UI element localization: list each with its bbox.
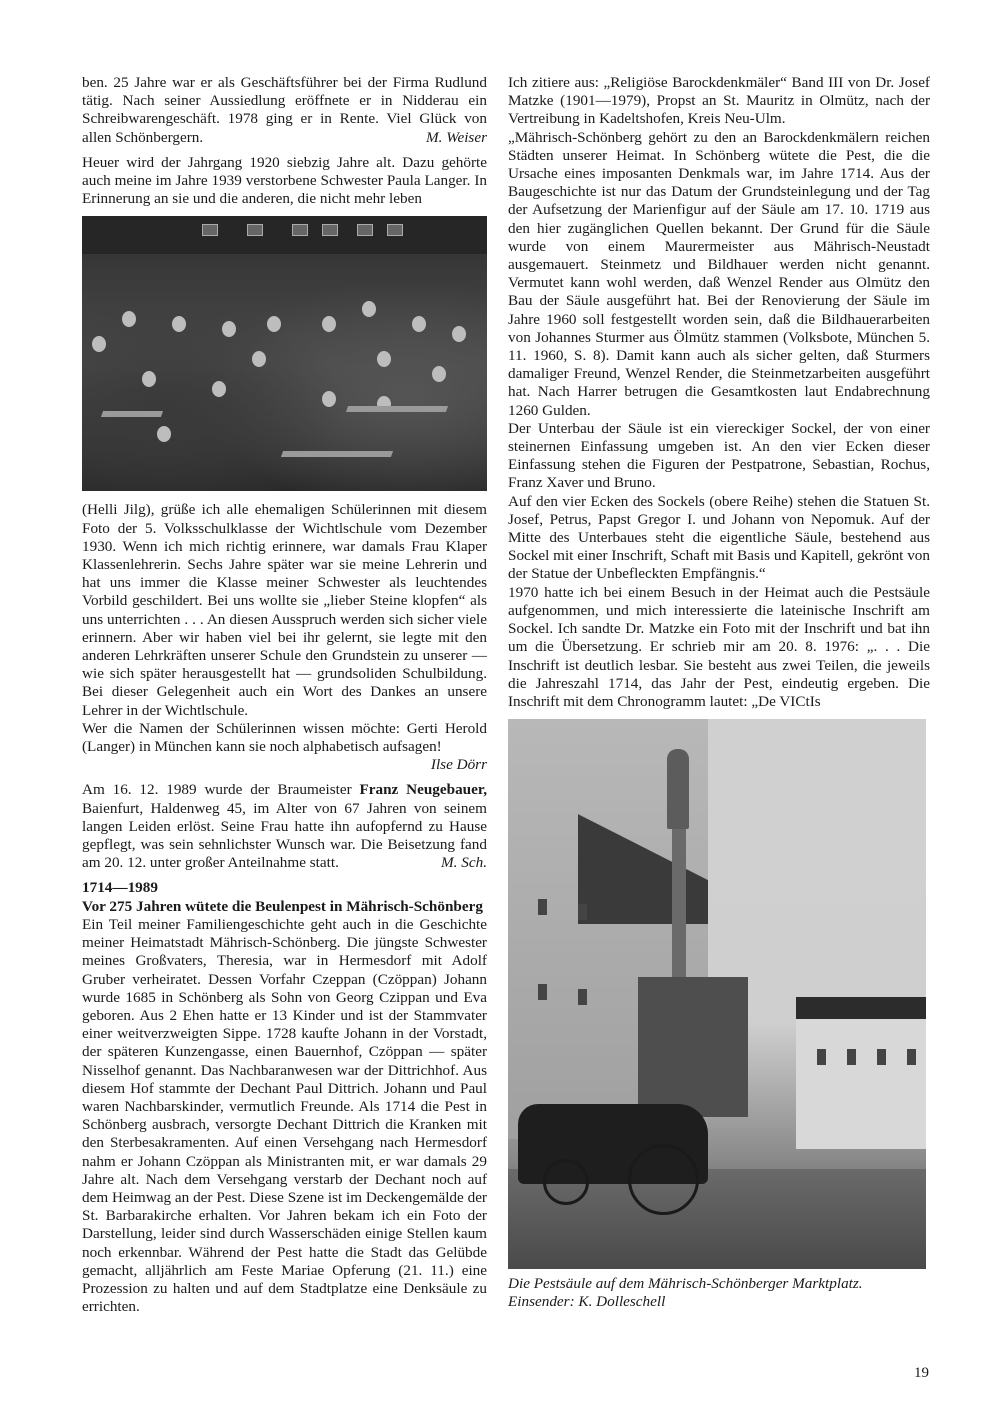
carriage-wheel bbox=[628, 1144, 699, 1215]
wall-picture bbox=[292, 224, 308, 236]
market-house bbox=[796, 1019, 926, 1149]
window bbox=[907, 1049, 916, 1065]
wall-picture bbox=[247, 224, 263, 236]
pupil bbox=[267, 316, 281, 332]
window bbox=[817, 1049, 826, 1065]
window bbox=[877, 1049, 886, 1065]
marian-statue bbox=[667, 749, 689, 829]
plague-column-photo bbox=[508, 719, 926, 1269]
article-heading-years: 1714—1989 bbox=[82, 879, 158, 897]
desk bbox=[101, 411, 163, 417]
wall-picture bbox=[357, 224, 373, 236]
statues-paragraph: Auf den vier Ecken des Sockels (obere Reihe) stehen die Statuen St. Josef, Petrus, Papst Gregor I. und Johann von Nepomuk. Auf der Mitte des Unterbaues steht die eigentliche Säule, bestehend aus Sockel mit einer Inschrift, Schaft mit Basis und Kapitell, gekrönt von der Statue der Unbefleckten Empfängnis.“ bbox=[508, 492, 930, 583]
pupil bbox=[122, 311, 136, 327]
class-photo bbox=[82, 216, 487, 491]
left-column bbox=[82, 74, 487, 1316]
class-paragraph-1: (Helli Jilg), grüße ich alle ehemaligen Schülerinnen mit diesem Foto der 5. Volksschulklasse der Wichtlschule vom Dezember 1930. Wenn ich mich richtig erinnere, war damals Frau Klaper Klassenlehrerin. Sechs Jahre später war sie meine Lehrerin und hat uns immer die Klasse meiner Schwester als leuchtendes Vorbild geschildert. Bei uns wollte sie „lieber Steine klopfen“ als uns unterrichten . . . An diesen Ausspruch werden sich sicher viele erinnern. Aber wir haben viel bei ihr gelernt, sie legte mit den anderen Lehrkräften unserer Schule den Grundstein zu unserer — wie sich später herausgestellt hat — grundsoliden Schulbildung. Bei dieser Gelegenheit auch ein Wort des Dankes an unsere Lehrer in der Wichtlschule. bbox=[82, 501, 487, 719]
quote-paragraph: „Mährisch-Schönberg gehört zu den an Barockdenkmälern reichen Städten unserer Heimat. In Schönberg wütete die Pest, die die Ursache eines imposanten Denkmals war, im Jahre 1714. Aus der Baugeschichte ist nur das Datum der Grundsteinlegung und der Tag der Aufsetzung der Marienfigur auf der Säule am 17. 10. 1719 aus den hier zugänglichen Quellen bekannt. Der Grund für die Säule wurde von einem Maurermeister aus Mährisch-Neustadt ausgemauert. Steinmetz und Bildhauer werden nicht genannt. Vermutet kann wohl werden, daß Wenzel Render aus Olmütz den Bau der Säule ausgeführt hat. Bei der Renovierung der Säule im Jahre 1960 soll festgestellt worden sein, daß die Bildhauerarbeiten von Johannes Sturmer aus Ölmütz stammen (Volksbote, München 5. 11. 1960, S. 8). Damit kann auch als sicher gelten, daß Sturmers damaliger Freund, Wenzel Render, die Steinmetzarbeiten ausgeführt hat. Nach Harrer betrugen die Gesamtkosten laut Endabrechnung 1260 Gulden. bbox=[508, 128, 930, 419]
article-heading-title: Vor 275 Jahren wütete die Beulenpest in Mährisch-Schönberg bbox=[82, 897, 483, 915]
photo-wall-band bbox=[82, 216, 487, 254]
pupil bbox=[157, 426, 171, 442]
right-column bbox=[508, 74, 930, 1312]
intro-paragraph: ben. 25 Jahre war er als Geschäftsführer bei der Firma Rudlund tätig. Nach seiner Aussiedlung eröffnete er in Nidderau ein Schreibwarengeschäft. 1978 ging er in Rente. Viel Glück von allen Schönbergern. M. Weiser bbox=[82, 74, 487, 146]
article-paragraph: Ein Teil meiner Familiengeschichte geht auch in die Geschichte meiner Heimatstadt Mährisch-Schönberg. Die jüngste Schwester meines Großvaters, Theresia, war in Hermesdorf mit Adolf Gruber verheiratet. Dessen Vorfahr Czeppan (Czöppan) Johann wurde 1685 in Schönberg als Sohn von Georg Czippan und Eva geboren. Aus 2 Ehen hatte er 13 Kinder und ist der Stammvater einer weitverzweigten Sippe. 1728 kaufte Johann in der Vorstadt, der späteren Kunzengasse, einen Bauernhof, Czöppan — später Nisselhof genannt. Das Nachbaranwesen war der Dittrichhof. Aus diesem Hof stammte der Dechant Paul Dittrich. Johann und Paul waren Nachbarskinder, vermutlich Freunde. Als 1714 die Pest in Schönberg ausbrach, versorgte Dechant Dittrich die Kranken mit den Sterbesakramenten. Auf einen Versehgang nach Hermesdorf nahm er Johann Czöppan als Ministranten mit, er war damals 29 Jahre alt. Nach dem Versehgang verstarb der Dechant noch auf dem Heimwag an der Pest. Diese Szene ist im Deckengemälde der St. Barbarakirche erhalten. Vor Jahren bekam ich ein Foto der Darstellung, leider sind durch Wasserschäden einige Stellen kaum noch erkennbar. Während der Pest hatte die Stadt das Gelübde gemacht, alljährlich am Feste Mariae Opferung (21. 11.) eine Prozession zu halten und auf dem Stadtplatze eine Denksäule zu errichten. bbox=[82, 915, 487, 1316]
photo-caption: Die Pestsäule auf dem Mährisch-Schönberger Marktplatz. Einsender: K. Dolleschell bbox=[508, 1275, 863, 1311]
pupil bbox=[222, 321, 236, 337]
class-signature: Ilse Dörr bbox=[430, 756, 487, 774]
pupil bbox=[322, 391, 336, 407]
desk bbox=[346, 406, 448, 412]
intro-signature: M. Weiser bbox=[425, 128, 487, 146]
wall-picture bbox=[387, 224, 403, 236]
pupil bbox=[412, 316, 426, 332]
deceased-name: Franz Neugebauer, bbox=[359, 781, 487, 799]
pupil bbox=[362, 301, 376, 317]
pupil bbox=[92, 336, 106, 352]
column-pedestal bbox=[638, 977, 748, 1117]
window bbox=[578, 904, 587, 920]
plague-column bbox=[672, 829, 686, 979]
window bbox=[538, 984, 547, 1000]
wall-picture bbox=[202, 224, 218, 236]
class-paragraph-2: Wer die Namen der Schülerinnen wissen möchte: Gerti Herold (Langer) in München kann sie noch alphabetisch aufsagen! bbox=[82, 719, 487, 756]
jahrgang-paragraph: Heuer wird der Jahrgang 1920 siebzig Jahre alt. Dazu gehörte auch meine im Jahre 1939 verstorbene Schwester Paula Langer. In Erinnerung an sie und die anderen, die nicht mehr leben bbox=[82, 153, 487, 208]
pupil bbox=[377, 351, 391, 367]
inscription-paragraph: 1970 hatte ich bei einem Besuch in der Heimat auch die Pestsäule aufgenommen, und mich interessierte die lateinische Inschrift am Sockel. Ich sandte Dr. Matzke ein Foto mit der Inschrift und bat ihn um die Übersetzung. Er schrieb mir am 20. 8. 1976: „. . . Die Inschrift ist deutlich lesbar. Sie besteht aus zwei Teilen, die jeweils die Jahreszahl 1714, das Jahr der Pest, eindeutig ergeben. Die Inschrift mit dem Chronogramm lautet: „De VICtIs bbox=[508, 583, 930, 710]
obituary-paragraph: Am 16. 12. 1989 wurde der Braumeister Franz Neugebauer, Baienfurt, Haldenweg 45, im Alter von 67 Jahren von seinem langen Leiden erlöst. Seine Frau hatte ihn aufopfernd zu Hause gepflegt, was sein sehnlichster Wunsch war. Die Beisetzung fand am 20. 12. unter großer Anteilnahme statt. M. Sch. bbox=[82, 781, 487, 872]
window bbox=[847, 1049, 856, 1065]
pupil bbox=[452, 326, 466, 342]
pupil bbox=[252, 351, 266, 367]
page-number: 19 bbox=[914, 1365, 929, 1381]
window bbox=[578, 989, 587, 1005]
wall-picture bbox=[322, 224, 338, 236]
window bbox=[538, 899, 547, 915]
pupil bbox=[212, 381, 226, 397]
pupil bbox=[322, 316, 336, 332]
carriage-wheel bbox=[543, 1159, 589, 1205]
pupil bbox=[432, 366, 446, 382]
quote-source-paragraph: Ich zitiere aus: „Religiöse Barockdenkmäler“ Band III von Dr. Josef Matzke (1901—1979), Propst an St. Mauritz in Olmütz, nach der Vertreibung in Kadeltshofen, Kreis Neu-Ulm. bbox=[508, 74, 930, 128]
pedestal-paragraph: Der Unterbau der Säule ist ein viereckiger Sockel, der von einer steinernen Einfassung umgeben ist. An den vier Ecken dieser Einfassung stehen die Figuren der Pestpatrone, Sebastian, Rochus, Franz Xaver und Bruno. bbox=[508, 419, 930, 492]
desk bbox=[281, 451, 393, 457]
obituary-signature: M. Sch. bbox=[441, 854, 487, 872]
pupil bbox=[142, 371, 156, 387]
pupil bbox=[172, 316, 186, 332]
